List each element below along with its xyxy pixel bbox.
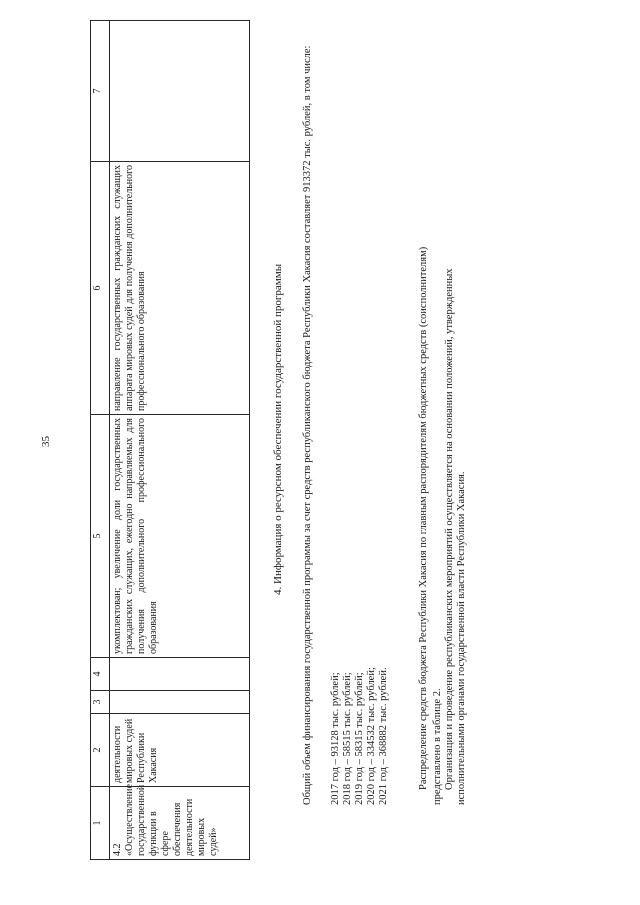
header-col-5: 5 — [91, 415, 110, 658]
cell-col-6: направление государственных гражданских служащих аппарата мировых судей для получения дополнительного профессионального образования — [110, 162, 250, 415]
distribution-paragraph-end: представлено в таблице 2. — [432, 688, 443, 805]
table-header-row — [91, 21, 110, 860]
header-col-3: 3 — [91, 691, 110, 714]
section-title: 4. Информация о ресурсном обеспечении государственной программы — [272, 263, 284, 595]
table-row — [110, 21, 250, 860]
list-item: 2018 год – 58515 тыс. рублей; — [342, 672, 353, 805]
list-item: 2019 год – 58315 тыс. рублей; — [354, 672, 365, 805]
distribution-paragraph: Распределение средств бюджета Республики Хакасия по главным распорядителям бюджетных средств (соисполнителям) — [418, 246, 429, 790]
cell-col-7 — [110, 21, 250, 162]
list-item: 2017 год – 93128 тыс. рублей; — [330, 672, 341, 805]
organization-paragraph-end: исполнительными органами государственной власти Республики Хакасия. — [456, 471, 467, 805]
yearly-financing-list — [330, 667, 390, 805]
header-col-1: 1 — [91, 787, 110, 860]
list-item: 2020 год – 334532 тыс. рублей; — [366, 667, 377, 805]
header-col-4: 4 — [91, 658, 110, 691]
organization-paragraph: Организация и проведение республиканских мероприятий осуществляется на основании положений, утвержденных — [444, 268, 455, 790]
list-item: 2021 год – 368882 тыс. рублей. — [378, 667, 389, 805]
cell-col-3 — [110, 691, 250, 714]
cell-col-4 — [110, 658, 250, 691]
cell-measure-name: 4.2 «Осуществление государственной функции в сфере обеспечения деятельности мировых судей» — [110, 787, 250, 860]
cell-col-2: деятельности мировых судей Республики Хакасия — [110, 714, 250, 787]
financing-paragraph: Общий объем финансирования государственной программы за счет средств республиканского бюджета Республики Хакасия составляет 913372 тыс. рублей, в том числе: — [302, 45, 313, 805]
header-col-7: 7 — [91, 21, 110, 162]
program-table — [90, 42, 250, 860]
header-col-2: 2 — [91, 714, 110, 787]
page-number: 35 — [40, 436, 52, 447]
cell-col-5: укомплектован; увеличение доли государственных гражданских служащих, ежегодно направляемых для получения дополнительного профессионального образования — [110, 415, 250, 658]
header-col-6: 6 — [91, 162, 110, 415]
